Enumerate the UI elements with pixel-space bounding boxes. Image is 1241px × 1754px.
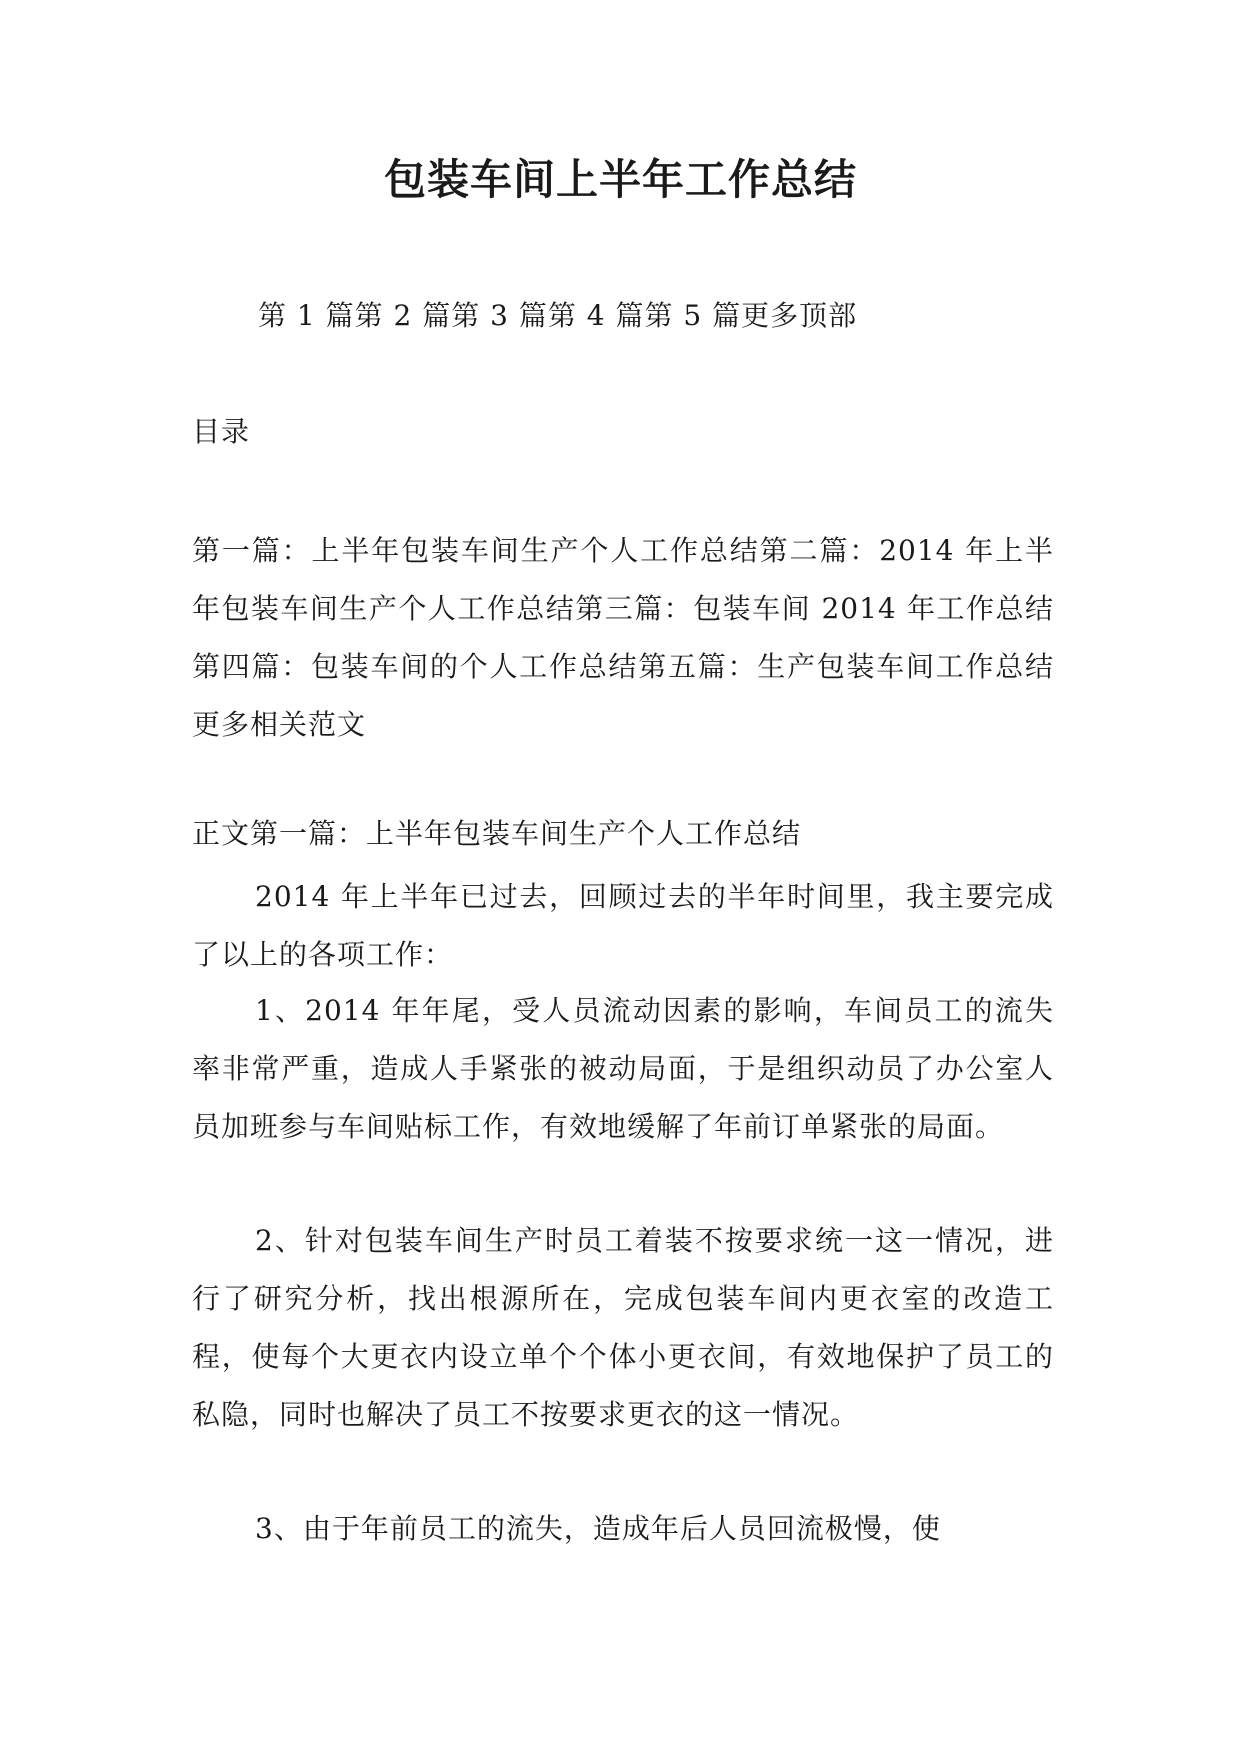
document-title: 包装车间上半年工作总结 — [383, 155, 857, 204]
article-nav — [258, 292, 857, 340]
body-paragraph-3: 3、由于年前员工的流失，造成年后人员回流极慢，使 — [255, 1512, 941, 1545]
nav-link-article-5[interactable]: 第 5 篇 — [644, 299, 742, 332]
nav-link-more[interactable]: 更多 — [741, 299, 800, 332]
nav-link-article-1[interactable]: 第 1 篇 — [258, 299, 355, 332]
nav-link-article-3[interactable]: 第 3 篇 — [451, 299, 548, 332]
nav-link-article-2[interactable]: 第 2 篇 — [354, 299, 452, 332]
nav-link-article-4[interactable]: 第 4 篇 — [547, 299, 645, 332]
body-paragraph-2: 2、针对包装车间生产时员工着装不按要求统一这一情况，进行了研究分析，找出根源所在，完成包装车间内更衣室的改造工程，使每个大更衣内设立单个个体小更衣间，有效地保护了员工的私隐，同时也解决了员工不按要求更衣的这一情况。 — [192, 1224, 1054, 1431]
toc-list: 第一篇：上半年包装车间生产个人工作总结第二篇：2014 年上半年包装车间生产个人工作总结第三篇：包装车间 2014 年工作总结第四篇：包装车间的个人工作总结第五篇：生产包装车间工作总结更多相关范文 — [192, 534, 1054, 741]
toc-heading: 目录 — [192, 415, 251, 448]
body-paragraph-intro: 2014 年上半年已过去，回顾过去的半年时间里，我主要完成了以上的各项工作： — [192, 880, 1054, 971]
body-heading: 正文第一篇：上半年包装车间生产个人工作总结 — [192, 817, 802, 850]
body-paragraph-1: 1、2014 年年尾，受人员流动因素的影响，车间员工的流失率非常严重，造成人手紧张的被动局面，于是组织动员了办公室人员加班参与车间贴标工作，有效地缓解了年前订单紧张的局面。 — [192, 994, 1054, 1143]
nav-link-top[interactable]: 顶部 — [799, 299, 858, 332]
